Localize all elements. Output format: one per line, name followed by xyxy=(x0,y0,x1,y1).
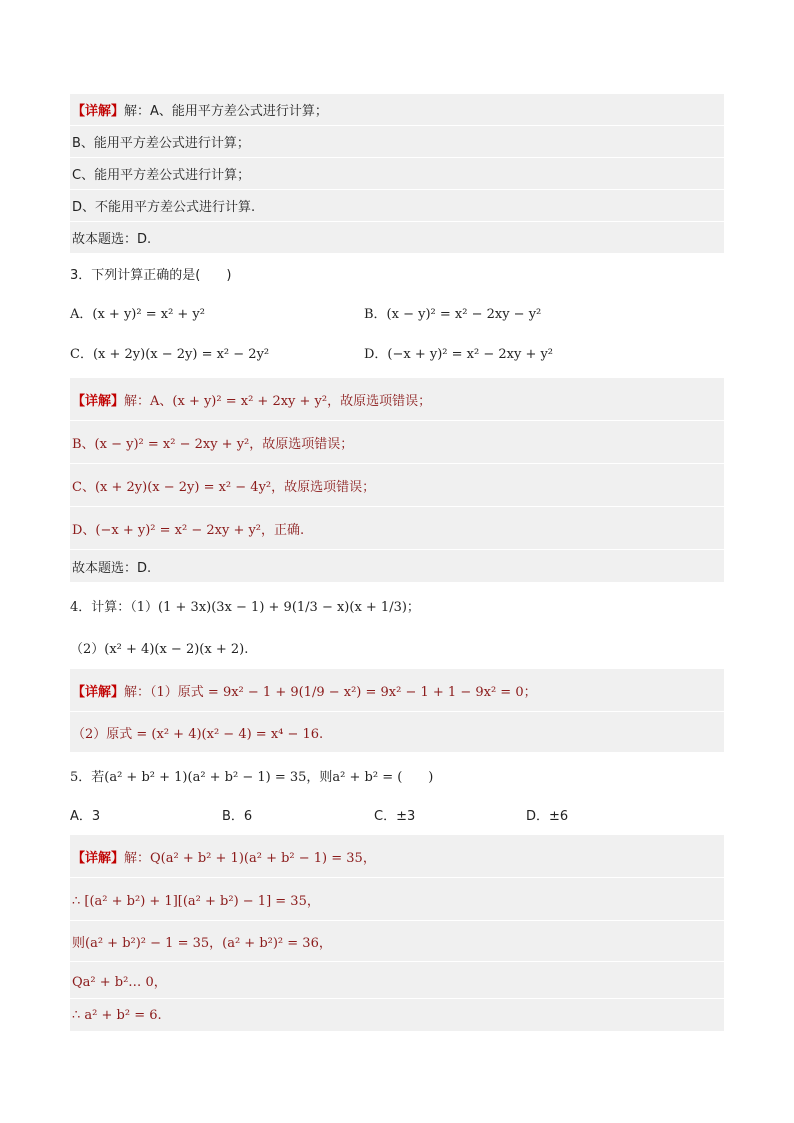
solution-line xyxy=(70,669,724,712)
solution-text: 故本题选：D. xyxy=(72,560,152,576)
solution-block-5 xyxy=(70,835,724,1032)
solution-line xyxy=(70,94,724,126)
solution-line xyxy=(70,550,724,583)
question-3-stem: 3．下列计算正确的是( ) xyxy=(70,267,232,283)
solution-block-3 xyxy=(70,378,724,583)
solution-line xyxy=(70,878,724,921)
detail-tag: 【详解】 xyxy=(72,684,125,700)
solution-line xyxy=(70,999,724,1032)
question-5-stem xyxy=(70,753,724,797)
solution-text: 解：（1）原式 = 9x² − 1 + 9(1/9 − x²) = 9x² − 1 + 1 − 9x² = 0； xyxy=(124,684,537,700)
solution-text: 解：A、能用平方差公式进行计算； xyxy=(124,104,328,119)
question-5-text: 5．若(a² + b² + 1)(a² + b² − 1) = 35，则a² + b² = ( ) xyxy=(70,769,434,785)
solution-block-4 xyxy=(70,669,724,753)
solution-line xyxy=(70,464,724,507)
solution-text: D、(−x + y)² = x² − 2xy + y²，正确. xyxy=(72,522,305,538)
solution-text: 故本题选：D. xyxy=(72,232,152,247)
detail-tag: 【详解】 xyxy=(72,104,125,119)
solution-text: C、能用平方差公式进行计算； xyxy=(72,168,251,183)
question-4-part-2-text: （2）(x² + 4)(x − 2)(x + 2). xyxy=(70,641,249,657)
solution-line xyxy=(70,421,724,464)
solution-text: B、(x − y)² = x² − 2xy + y²，故原选项错误； xyxy=(72,436,354,452)
solution-line xyxy=(70,378,724,421)
detail-tag: 【详解】 xyxy=(72,393,125,409)
option-d: D．±6 xyxy=(526,808,569,824)
solution-line xyxy=(70,222,724,254)
solution-line xyxy=(70,507,724,550)
solution-text: （2）原式 = (x² + 4)(x² − 4) = x⁴ − 16. xyxy=(72,726,324,742)
solution-line xyxy=(70,962,724,999)
solution-text: 解：Q(a² + b² + 1)(a² + b² − 1) = 35， xyxy=(124,850,376,866)
solution-line xyxy=(70,126,724,158)
solution-text: 则(a² + b²)² − 1 = 35，(a² + b²)² = 36， xyxy=(72,935,332,951)
solution-block-2 xyxy=(70,94,724,254)
option-b: B．6 xyxy=(222,808,253,824)
solution-line xyxy=(70,921,724,962)
solution-line xyxy=(70,835,724,878)
document-page xyxy=(70,94,724,1032)
question-4-text: 4．计算：（1）(1 + 3x)(3x − 1) + 9(1/3 − x)(x + 1/3)； xyxy=(70,599,420,615)
detail-tag: 【详解】 xyxy=(72,850,125,866)
question-4-part-2 xyxy=(70,627,724,667)
option-a: A．(x + y)² = x² + y² xyxy=(70,306,205,322)
solution-text: ∴ [(a² + b²) + 1][(a² + b²) − 1] = 35， xyxy=(72,893,320,909)
solution-text: ∴ a² + b² = 6. xyxy=(72,1007,162,1023)
question-4-stem xyxy=(70,583,724,627)
solution-text: Qa² + b²… 0， xyxy=(72,974,167,990)
solution-text: D、不能用平方差公式进行计算. xyxy=(72,200,256,215)
option-c: C．±3 xyxy=(374,808,416,824)
option-c: C．(x + 2y)(x − 2y) = x² − 2y² xyxy=(70,346,270,362)
option-d: D．(−x + y)² = x² − 2xy + y² xyxy=(364,346,554,362)
solution-text: 解：A、(x + y)² = x² + 2xy + y²，故原选项错误； xyxy=(124,393,432,409)
solution-line xyxy=(70,712,724,753)
solution-line xyxy=(70,158,724,190)
question-3-options-row-1 xyxy=(70,292,724,332)
solution-line xyxy=(70,190,724,222)
option-a: A．3 xyxy=(70,808,101,824)
solution-text: C、(x + 2y)(x − 2y) = x² − 4y²，故原选项错误； xyxy=(72,479,376,495)
option-b: B．(x − y)² = x² − 2xy − y² xyxy=(364,306,542,322)
solution-text: B、能用平方差公式进行计算； xyxy=(72,136,250,151)
question-5-options xyxy=(70,797,724,831)
question-3-options-row-2 xyxy=(70,332,724,372)
